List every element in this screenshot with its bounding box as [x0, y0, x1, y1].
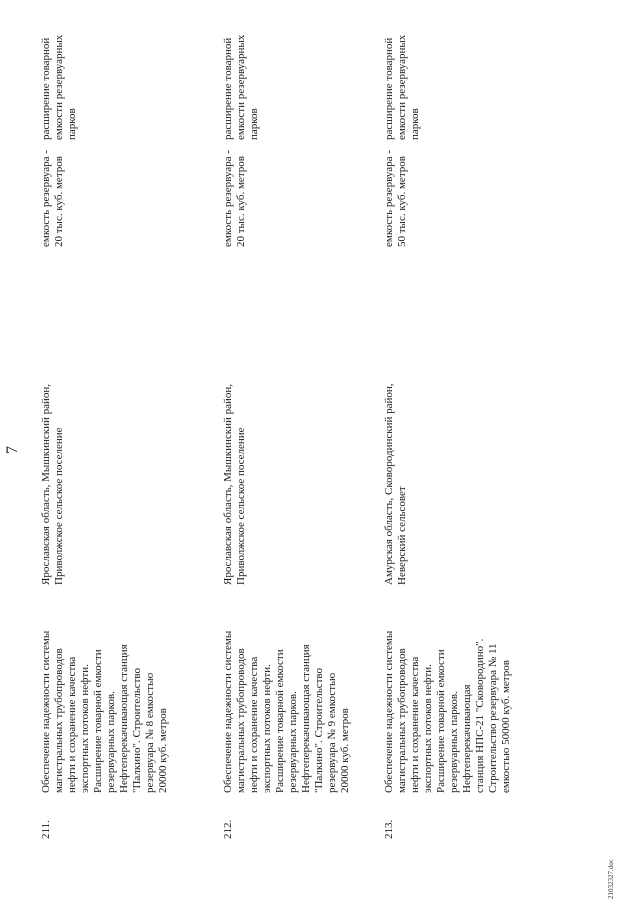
- row-description: Обеспечение надежности системы магистральных трубопроводов нефти и сохранение качества экспортных потоков нефти. Расширение товарной емкости резервуарных парков. Нефтеперекачивающая станция НПС-21 "Сковородино". Строительство резервуара № 11 емкостью 50000 куб. метров: [383, 630, 512, 793]
- row-purpose: расширение товарной емкости резервуарных парков: [383, 34, 421, 140]
- row-capacity: емкость резервуара - 20 тыс. куб. метров: [40, 150, 65, 247]
- row-number: 213.: [383, 819, 395, 839]
- row-number: 212.: [222, 819, 234, 839]
- file-name-footer: 21032327.doc: [607, 859, 615, 899]
- row-location: Амурская область, Сковородинский район, Неверский сельсовет: [383, 383, 408, 585]
- page-number: 7: [4, 446, 21, 454]
- row-number: 211.: [40, 820, 52, 839]
- row-description: Обеспечение надежности системы магистральных трубопроводов нефти и сохранение качества экспортных потоков нефти. Расширение товарной емкости резервуарных парков. Нефтеперекачивающая станция "Палкино". Строительство резервуара № 9 емкостью 20000 куб. метров: [222, 630, 351, 793]
- row-location: Ярославская область, Мышкинский район, Приволжское сельское поселение: [222, 383, 247, 585]
- row-purpose: расширение товарной емкости резервуарных парков: [40, 34, 78, 140]
- row-location: Ярославская область, Мышкинский район, Приволжское сельское поселение: [40, 383, 65, 585]
- row-description: Обеспечение надежности системы магистральных трубопроводов нефти и сохранение качества экспортных потоков нефти. Расширение товарной емкости резервуарных парков. Нефтеперекачивающая станция "Палкино". Строительство резервуара № 8 емкостью 20000 куб. метров: [40, 630, 169, 793]
- row-capacity: емкость резервуара - 20 тыс. куб. метров: [222, 150, 247, 247]
- row-purpose: расширение товарной емкости резервуарных парков: [222, 34, 260, 140]
- row-capacity: емкость резервуара - 50 тыс. куб. метров: [383, 150, 408, 247]
